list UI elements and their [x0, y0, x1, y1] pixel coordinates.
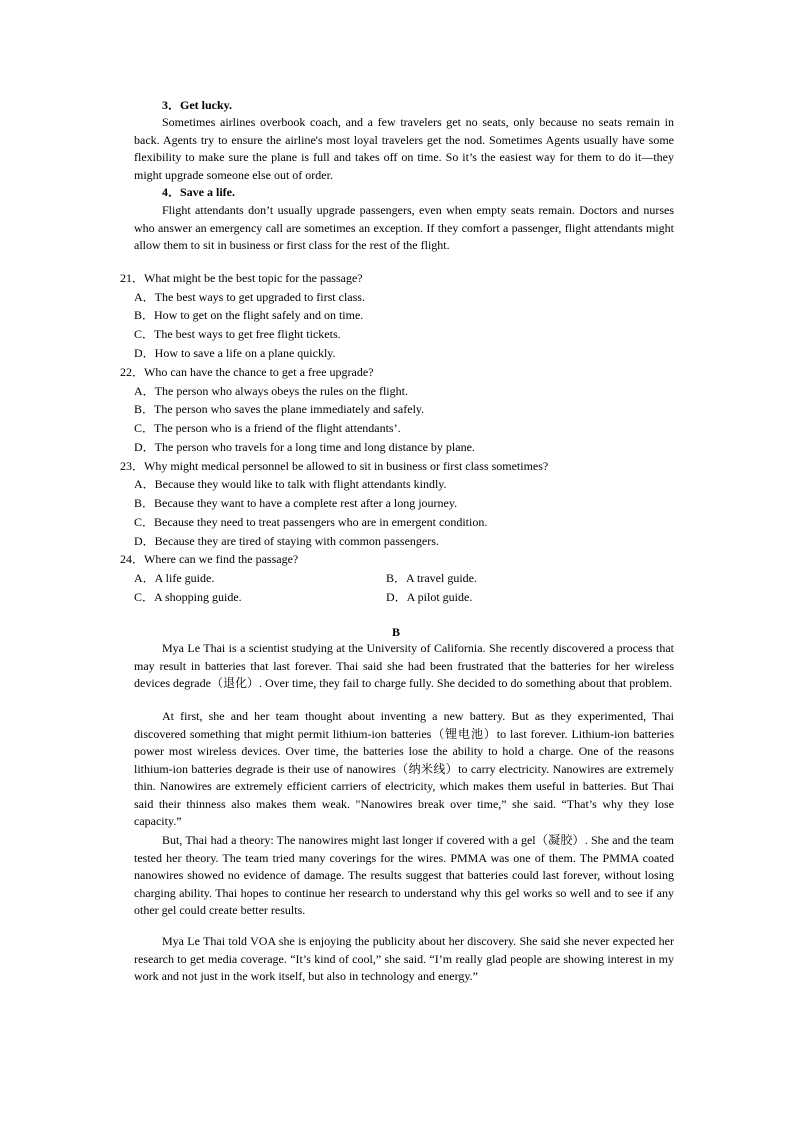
- question-21-stem: 21．What might be the best topic for the passage?: [120, 271, 363, 285]
- question-22-option-b: B．The person who saves the plane immediately and safely.: [134, 402, 425, 416]
- question-23-stem: 23．Why might medical personnel be allowed to sit in business or first class sometimes?: [120, 459, 549, 473]
- question-23-option-d: D．Because they are tired of staying with common passengers.: [134, 534, 439, 548]
- section-b-paragraph-2: [134, 708, 674, 831]
- question-21-option-a: A．The best ways to get upgraded to first class.: [134, 290, 365, 304]
- section-b-paragraph-4: [134, 933, 674, 986]
- section-b-p1-text: Mya Le Thai is a scientist studying at the University of California. She recently discovered a process that may result in batteries that last forever. Thai said she had been frustrated that the batteries for her wireless devices degrade（退化）. Over time, they fail to charge fully. She decided to do something about that problem.: [134, 641, 674, 690]
- section-b-label: B: [392, 625, 401, 639]
- question-23-option-c: C．Because they need to treat passengers who are in emergent condition.: [134, 515, 488, 529]
- section-b-paragraph-1: [134, 640, 674, 693]
- tip4-text: Flight attendants don’t usually upgrade passengers, even when empty seats remain. Doctors and nurses who answer an emergency call are sometimes an exception. If they comfort a passenger, flight attendants might allow them to sit in business or first class for the rest of the flight.: [134, 203, 674, 252]
- question-22-option-d: D．The person who travels for a long time and long distance by plane.: [134, 440, 475, 454]
- question-24-stem: 24．Where can we find the passage?: [120, 552, 299, 566]
- question-23-option-a: A．Because they would like to talk with flight attendants kindly.: [134, 477, 447, 491]
- tip3-text: Sometimes airlines overbook coach, and a few travelers get no seats, only because no seats remain in back. Agents try to ensure the airline's most loyal travelers get the nod. Sometimes Agents usually have some flexibility to make sure the plane is full and takes off on time. So it’s the easiest way for them to do it—they might upgrade someone else out of order.: [134, 115, 674, 182]
- question-23-option-b: B．Because they want to have a complete rest after a long journey.: [134, 496, 458, 510]
- section-b-p4-text: Mya Le Thai told VOA she is enjoying the publicity about her discovery. She said she never expected her research to get media coverage. “It’s kind of cool,” she said. “I’m really glad people are showing interest in my work and not just in the work itself, but also in technology and energy.”: [134, 934, 674, 983]
- tip4-heading: 4．Save a life.: [162, 185, 235, 199]
- question-24-option-c: C．A shopping guide.: [134, 590, 242, 604]
- question-21-option-d: D．How to save a life on a plane quickly.: [134, 346, 336, 360]
- question-22-stem: 22．Who can have the chance to get a free upgrade?: [120, 365, 374, 379]
- section-b-p2-text: At first, she and her team thought about inventing a new battery. But as they experimented, Thai discovered something that might permit lithium-ion batteries（锂电池）to last forever. Lithium-ion batteries power most wireless devices. Over time, the batteries lose the ability to hold a charge. One of the reasons lithium-ion batteries degrade is their use of nanowires（纳米线）to carry electricity. Nanowires are extremely thin. Nanowires are extremely efficient carriers of electricity, which makes them useful in batteries. But Thai said their thinness also makes them weak. "Nanowires break over time,” she said. “That’s why they lose capacity.”: [134, 709, 674, 828]
- question-24-option-d: D．A pilot guide.: [386, 590, 473, 604]
- question-24-option-b: B．A travel guide.: [386, 571, 477, 585]
- section-b-p3-text: But, Thai had a theory: The nanowires might last longer if covered with a gel（凝胶）. She and the team tested her theory. The team tried many coverings for the wires. PMMA was one of them. The PMMA coated nanowires showed no evidence of damage. The results suggest that batteries could last forever, without losing charging ability. Thai hopes to continue her research to understand why this gel works so well and to see if any other gel could create better results.: [134, 833, 674, 917]
- tip3-paragraph: [134, 114, 674, 184]
- tip3-heading: 3．Get lucky.: [162, 98, 233, 112]
- question-21-option-c: C．The best ways to get free flight tickets.: [134, 327, 341, 341]
- tip4-paragraph: [134, 202, 674, 255]
- question-24-option-a: A．A life guide.: [134, 571, 215, 585]
- question-21-option-b: B．How to get on the flight safely and on time.: [134, 308, 364, 322]
- question-22-option-a: A．The person who always obeys the rules on the flight.: [134, 384, 408, 398]
- question-22-option-c: C．The person who is a friend of the flight attendants’.: [134, 421, 401, 435]
- section-b-paragraph-3: [134, 832, 674, 920]
